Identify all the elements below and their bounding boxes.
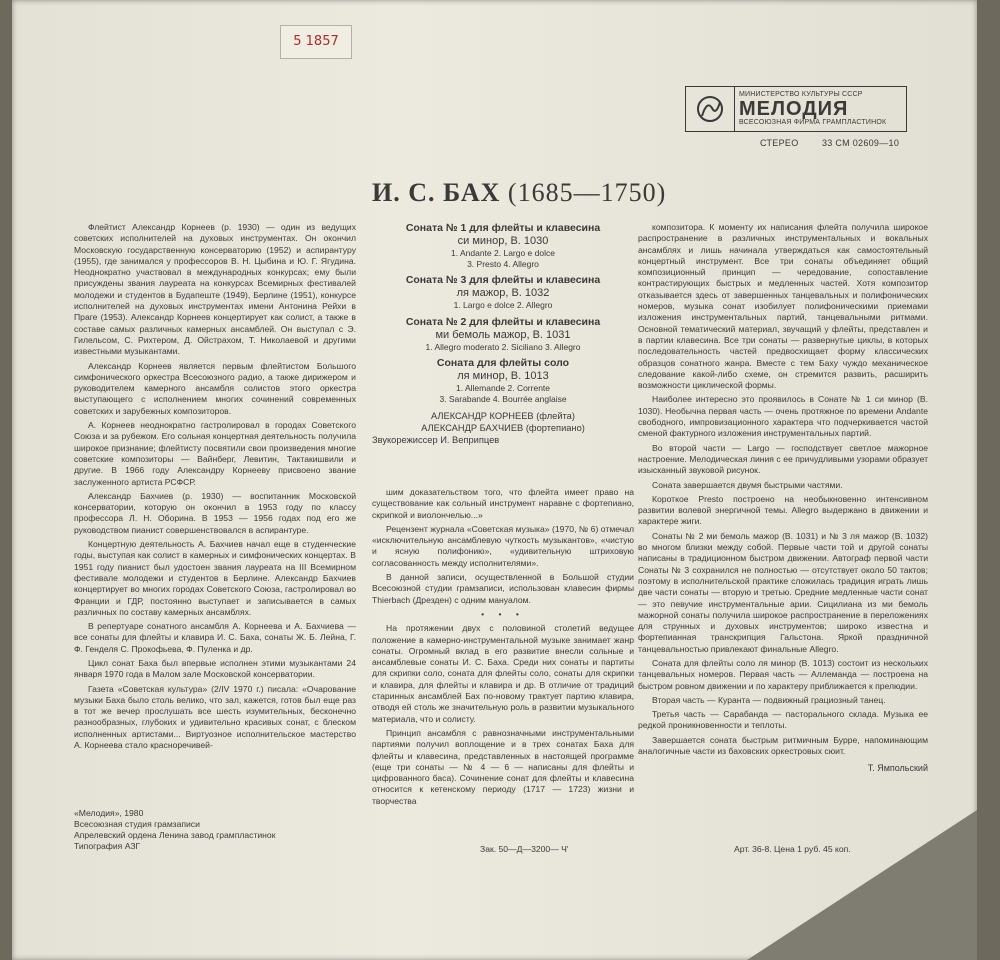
imprint-line: Типография АЗГ <box>74 841 141 851</box>
sonata-key: си минор, В. 1030 <box>457 235 549 247</box>
sonata-entry <box>372 357 634 404</box>
sonata-key: ля минор, В. 1013 <box>457 370 549 382</box>
sonata-movements: 3. Sarabande 4. Bourrée anglaise <box>439 393 567 404</box>
imprint-line: Апрелевский ордена Ленина завод грампластинок <box>74 830 276 840</box>
performer-name: АЛЕКСАНДР БАХЧИЕВ (фортепиано) <box>421 423 585 433</box>
sonata-movements: 1. Allemande 2. Corrente <box>455 383 551 393</box>
composer-years: (1685—1750) <box>507 178 667 207</box>
record-sleeve-back <box>12 0 977 960</box>
paragraph: Третья часть — Сарабанда — пасторального склада. Музыка ее редкой проникновенности и теплоты. <box>638 709 928 731</box>
paragraph: Соната завершается двумя быстрыми частями. <box>652 479 843 490</box>
page-title <box>372 178 792 208</box>
composer-name: И. С. БАХ <box>372 178 501 207</box>
sonata-entry <box>372 274 634 311</box>
paragraph: композитора. К моменту их написания флейта получила широкое распространение в различных инструментальных и вокальных ансамблях и лишь начинала утверждаться как самостоятельный концертный инструмент. Все три сонаты объединяет общий композиционный принцип — чередование, сопоставление контрастирующих быстрых и медленных частей. Хотя композитор отказывается здесь от завершенных танцевальных и полифонических номеров, музыка сонат изобилует полифоническими приемами изложения инструментальных партий, танцевальными ритмами. Основной тематический материал, звучащий у флейты, представлен и в партии клавесина. Все три сонаты — развернутые циклы, в которых последовательность частей предвосхищает форму классических образцов сонатного жанра. Вместе с тем Баху чуждо механическое следование какой-либо схеме, он стремится развить, расширить возможности циклической формы. <box>638 222 928 391</box>
left-column <box>74 222 356 754</box>
performer-name: АЛЕКСАНДР КОРНЕЕВ (флейта) <box>431 411 575 421</box>
paragraph: На протяжении двух с половиной столетий ведущее положение в камерно-инструментальной музыке занимает жанр сонаты. Огромный вклад в его развитие внесли сольные и ансамблевые сонаты И. С. Баха. Среди них сонаты и партиты для скрипки соло, соната для флейты соло, сонаты для скрипки и клавира, для флейты и клавира и др. В отличие от традиций старинных ансамблей Бах по-новому трактует партию клавира, отводя ей столь же значительную роль в развитии музыкального материала, что и солисту. <box>372 623 634 724</box>
paragraph: В данной записи, осуществленной в Большой студии Всесоюзной студии грамзаписи, использован клавесин фирмы Thierbach (Дрезден) с одним мануалом. <box>372 572 634 605</box>
inventory-label: 5 1857 <box>280 25 352 59</box>
imprint-line: Всесоюзная студия грамзаписи <box>74 819 200 829</box>
sound-engineer: Звукорежиссер И. Веприпцев <box>372 435 500 445</box>
catalog-number: 33 СМ 02609—10 <box>822 138 900 148</box>
sonata-movements: 3. Presto 4. Allegro <box>467 258 539 269</box>
paragraph: Цикл сонат Баха был впервые исполнен этими музыкантами 24 января 1970 года в Малом зале Московской консерватории. <box>74 657 356 680</box>
paragraph: Рецензент журнала «Советская музыка» (1970, № 6) отмечал «исключительную ансамблевую чуткость музыкантов», «чистую и ясную полифонию», «удивительную штриховую согласованность между исполнителями». <box>372 523 634 568</box>
sonata-title: Соната № 2 для флейты и клавесина <box>405 315 601 328</box>
order-code: Зак. 50—Д—3200— Ч' <box>480 844 569 854</box>
paragraph: шим доказательством того, что флейта имеет право на существование как сольный инструмент наравне с фортепиано, скрипкой и виолончелью...» <box>372 487 634 520</box>
paragraph: Газета «Советская культура» (2/IV 1970 г.) писала: «Очарование музыки Баха было столь велико, что зал, кажется, готов был еще раз в тот же вечер прослушать все шесть изумительных, бесконечно разнообразных, глубоких и удивительно красивых сонат, с блеском исполненных артистами... Виртуозное исполнительское мастерство А. Корнеева стало красноречивей- <box>74 683 356 751</box>
imprint <box>74 808 374 852</box>
paragraph: Завершается соната быстрым ритмичным Бурре, напоминающим аналогичные части из баховских оркестровых сюит. <box>638 734 928 757</box>
sonata-title: Соната № 1 для флейты и клавесина <box>405 222 601 234</box>
sleeve-corner-shadow <box>747 810 977 960</box>
paragraph: Флейтист Александр Корнеев (р. 1930) — один из ведущих советских исполнителей на духовых инструментах. Он окончил Московскую государственную консерваторию (1952) и аспирантуру (1955), где занимался у профессоров В. Н. Цыбина и Ю. Г. Ягудина. Неоднократно участвовал в международных конкурсах; ему были присуждены звания лауреата на конкурсах Всемирных фестивалей молодежи и студентов в Будапеште (1949), Берлине (1951), конкурсе исполнителей на духовых инструментах имени Антонина Рейхи в Праге (1953). Александр Корнеев концертирует как солист, а также в составе самых различных камерных ансамблей. Он выступал с Э. Гилельсом, С. Рихтером, Д. Ойстрахом, Т. Николаевой и другими известными музыкантами. <box>74 222 356 357</box>
logo-brand: МЕЛОДИЯ <box>739 98 849 120</box>
melodiya-logo-mark-icon <box>686 87 735 131</box>
sonata-movements: 1. Andante 2. Largo e dolce <box>451 248 555 258</box>
sonata-entry <box>372 222 634 269</box>
paragraph: Соната для флейты соло ля минор (В. 1013) состоит из нескольких танцевальных номеров. Первая часть — Аллеманда — построена на быстром ровном движении и по характеру приближается к прелюдии. <box>638 657 928 691</box>
melodiya-logo <box>685 86 907 132</box>
right-column <box>638 222 928 775</box>
paragraph: В репертуаре сонатного ансамбля А. Корнеева и А. Бахчиева — все сонаты для флейты и клавира И. С. Баха, сонаты Ж. Б. Лейна, Г. Ф. Генделя С. Прокофьева, Ф. Пуленка и др. <box>74 621 356 654</box>
paragraph: Наиболее интересно это проявилось в Сонате № 1 си минор (В. 1030). Необычна первая часть — очень протяжное по времени Andante свободного, импровизационного характера что подчеркивается частой сменой фактурного изложения инструментальных партий. <box>638 394 928 439</box>
sonata-title: Соната № 3 для флейты и клавесина <box>405 274 601 286</box>
program-listing <box>372 222 634 449</box>
paragraph: Концертную деятельность А. Бахчиев начал еще в студенческие годы, выступая как солист в камерных и симфонических концертах. В 1951 году пианист был удостоен звания лауреата на III Всемирном фестивале молодежи и студентов в Берлине. Александр Бахчиев концертирует во многих городах Советского Союза, гастролировал во Франции и ГДР, постоянно выступает и записывается в самых различных по составу камерных ансамблях. <box>74 539 356 617</box>
paragraph: Короткое Presto построено на необыкновенно интенсивном развитии волевой энергичной темы. Allegro выдержано в движении и характере жиги. <box>638 493 928 527</box>
article-price: Арт. 36-8. Цена 1 руб. 45 коп. <box>734 844 851 854</box>
sonata-key: ми бемоль мажор, В. 1031 <box>435 328 571 341</box>
paragraph: Принцип ансамбля с равнозначными инструментальными партиями получил воплощение и в трех сонатах Баха для флейты и клавесина, представленных в настоящей программе (еще три сонаты — № 4 — 6 — написаны для флейты и цифрованного баса). Сочинение сонат для флейты и клавесина относится к кетенскому периоду (1717 — 1723) жизни и творчества <box>372 727 634 806</box>
paragraph: А. Корнеев неоднократно гастролировал в городах Советского Союза и за рубежом. Его сольная концертная деятельность получила широкое признание; флейтисту посвятили свои произведения многие советские композиторы — Вайнберг, Левитин, Тактакишвили и другие. В 1966 году Александру Корнееву присвоено звание заслуженного артиста РСФСР. <box>74 420 356 487</box>
paragraph: Вторая часть — Куранта — подвижный грациозный танец. <box>652 694 886 705</box>
performers <box>372 410 634 434</box>
logo-subtitle: ВСЕСОЮЗНАЯ ФИРМА ГРАМПЛАСТИНОК <box>739 119 887 126</box>
sonata-movements: 1. Largo e dolce 2. Allegro <box>453 300 553 310</box>
logo-ministry: МИНИСТЕРСТВО КУЛЬТУРЫ СССР <box>739 91 863 98</box>
imprint-line: «Мелодия», 1980 <box>74 808 144 818</box>
paragraph: Александр Бахчиев (р. 1930) — воспитанник Московской консерватории, которую он окончил в 1953 году по классу профессора Л. Н. Оборина. В 1953 — 1956 годах под его же руководством пианист совершенствовался в аспирантуре. <box>74 490 356 535</box>
stereo-label: СТЕРЕО <box>760 138 799 148</box>
author-signature: Т. Ямпольский <box>867 763 928 774</box>
paragraph: Сонаты № 2 ми бемоль мажор (В. 1031) и № 3 ля мажор (В. 1032) во многом близки между собой. Первые части той и другой сонаты написаны в традиционном быстром движении. Автограф первой части Сонаты № 3 сохранился не полностью — отсутствует около 50 тактов; поэтому в исполнительской практике сложилась традиция играть лишь две части сонаты — вторую и третью. Средние медленные части сонат — это певучие инструментальные арии. Сицилиана из ми бемоль мажорной сонаты получила широкое распространение в переложениях для струнных и духовых инструментов; широко известна и фортепианная транскрипция Гальстона. Яркой праздничной танцевальностью привлекают финальные Allegro. <box>638 530 928 654</box>
middle-column <box>372 487 634 810</box>
sonata-title: Соната для флейты соло <box>436 357 570 369</box>
paragraph: Во второй части — Largo — господствует светлое мажорное настроение. Мелодическая линия с ее причудливыми узорами образует изысканный звуковой рисунок. <box>638 442 928 476</box>
separator: • • • <box>481 608 525 619</box>
sonata-entry <box>372 316 634 353</box>
paragraph: Александр Корнеев является первым флейтистом Большого симфонического оркестра Всесоюзного радио, а также дирижером и руководителем камерного ансамбля солистов этого оркестра выступающего с исполнением многих сочинений современных советских и зарубежных композиторов. <box>74 360 356 416</box>
sonata-movements: 1. Allegro moderato 2. Siciliano 3. Allegro <box>425 341 581 352</box>
sonata-key: ля мажор, В. 1032 <box>456 287 550 299</box>
